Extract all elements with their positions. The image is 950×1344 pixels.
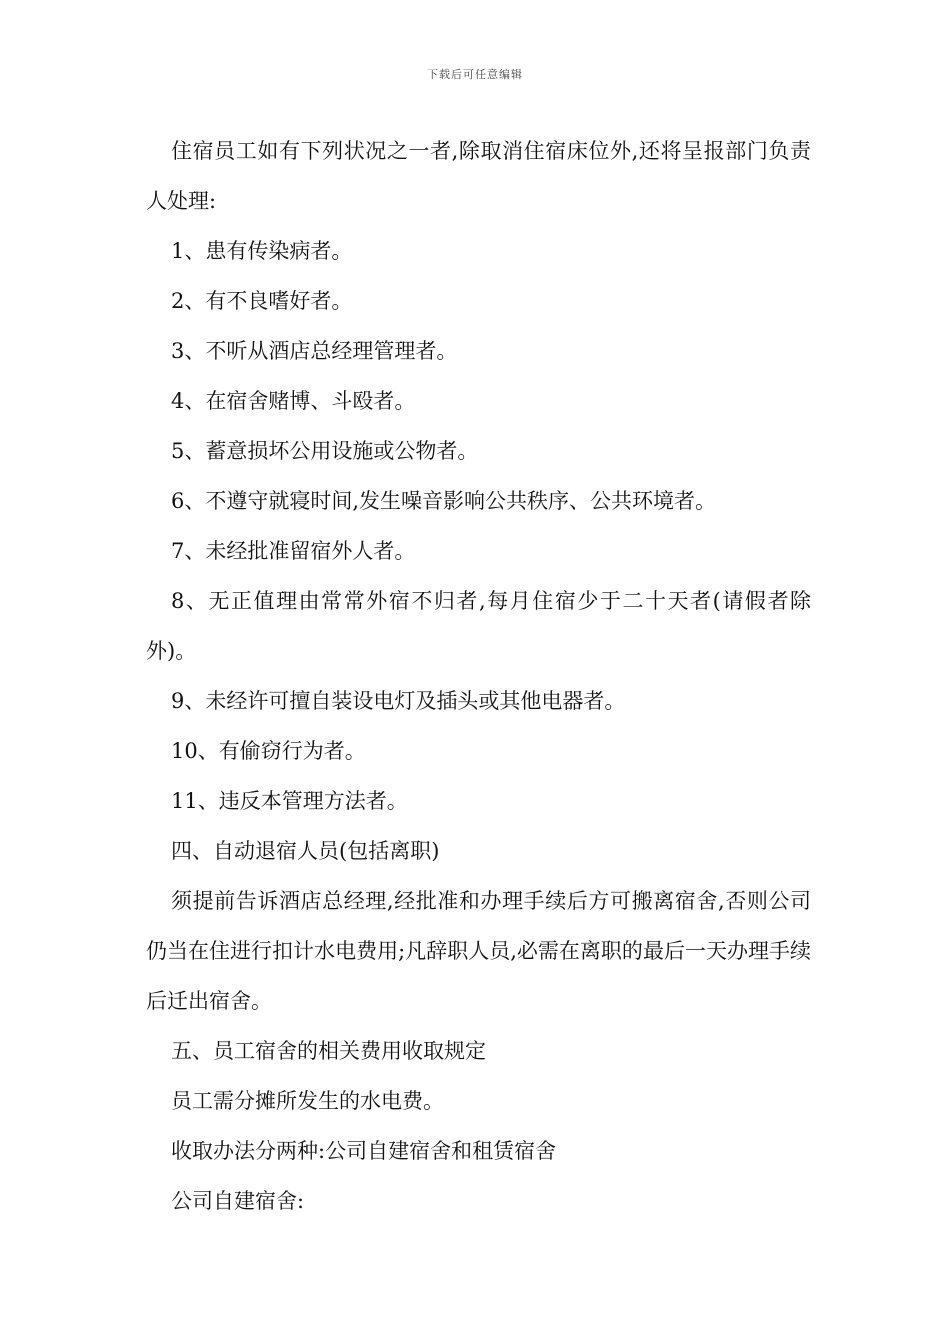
list-item-3: 3、不听从酒店总经理管理者。 bbox=[171, 339, 458, 363]
page-header: 下载后可任意编辑 bbox=[427, 68, 523, 81]
list-item-9: 9、未经许可擅自装设电灯及插头或其他电器者。 bbox=[171, 689, 626, 713]
list-item-2: 2、有不良嗜好者。 bbox=[171, 289, 353, 313]
paragraph-intro: 住宿员工如有下列状况之一者,除取消住宿床位外,还将呈报部门负责人处理: bbox=[146, 139, 811, 213]
list-item-5: 5、蓄意损坏公用设施或公物者。 bbox=[171, 439, 479, 463]
list-item-6: 6、不遵守就寝时间,发生噪音影响公共秩序、公共环境者。 bbox=[171, 489, 717, 513]
list-item-4: 4、在宿舍赌博、斗殴者。 bbox=[171, 389, 416, 413]
list-item-10: 10、有偷窃行为者。 bbox=[171, 739, 366, 763]
paragraph-checkout: 须提前告诉酒店总经理,经批准和办理手续后方可搬离宿舍,否则公司仍当在住进行扣计水电费用;凡辞职人员,必需在离职的最后一天办理手续后迁出宿舍。 bbox=[146, 889, 811, 1013]
list-item-11: 11、违反本管理方法者。 bbox=[171, 789, 408, 813]
paragraph-utility-share: 员工需分摊所发生的水电费。 bbox=[171, 1089, 444, 1113]
paragraph-fee-methods: 收取办法分两种:公司自建宿舍和租赁宿舍 bbox=[171, 1139, 557, 1163]
section-heading-4: 四、自动退宿人员(包括离职) bbox=[171, 839, 440, 863]
paragraph-company-dorm: 公司自建宿舍: bbox=[171, 1189, 305, 1213]
document-body bbox=[146, 126, 811, 1226]
list-item-8: 8、无正值理由常常外宿不归者,每月住宿少于二十天者(请假者除外)。 bbox=[146, 589, 811, 663]
list-item-1: 1、患有传染病者。 bbox=[171, 239, 353, 263]
section-heading-5: 五、员工宿舍的相关费用收取规定 bbox=[171, 1039, 486, 1063]
list-item-7: 7、未经批准留宿外人者。 bbox=[171, 539, 416, 563]
